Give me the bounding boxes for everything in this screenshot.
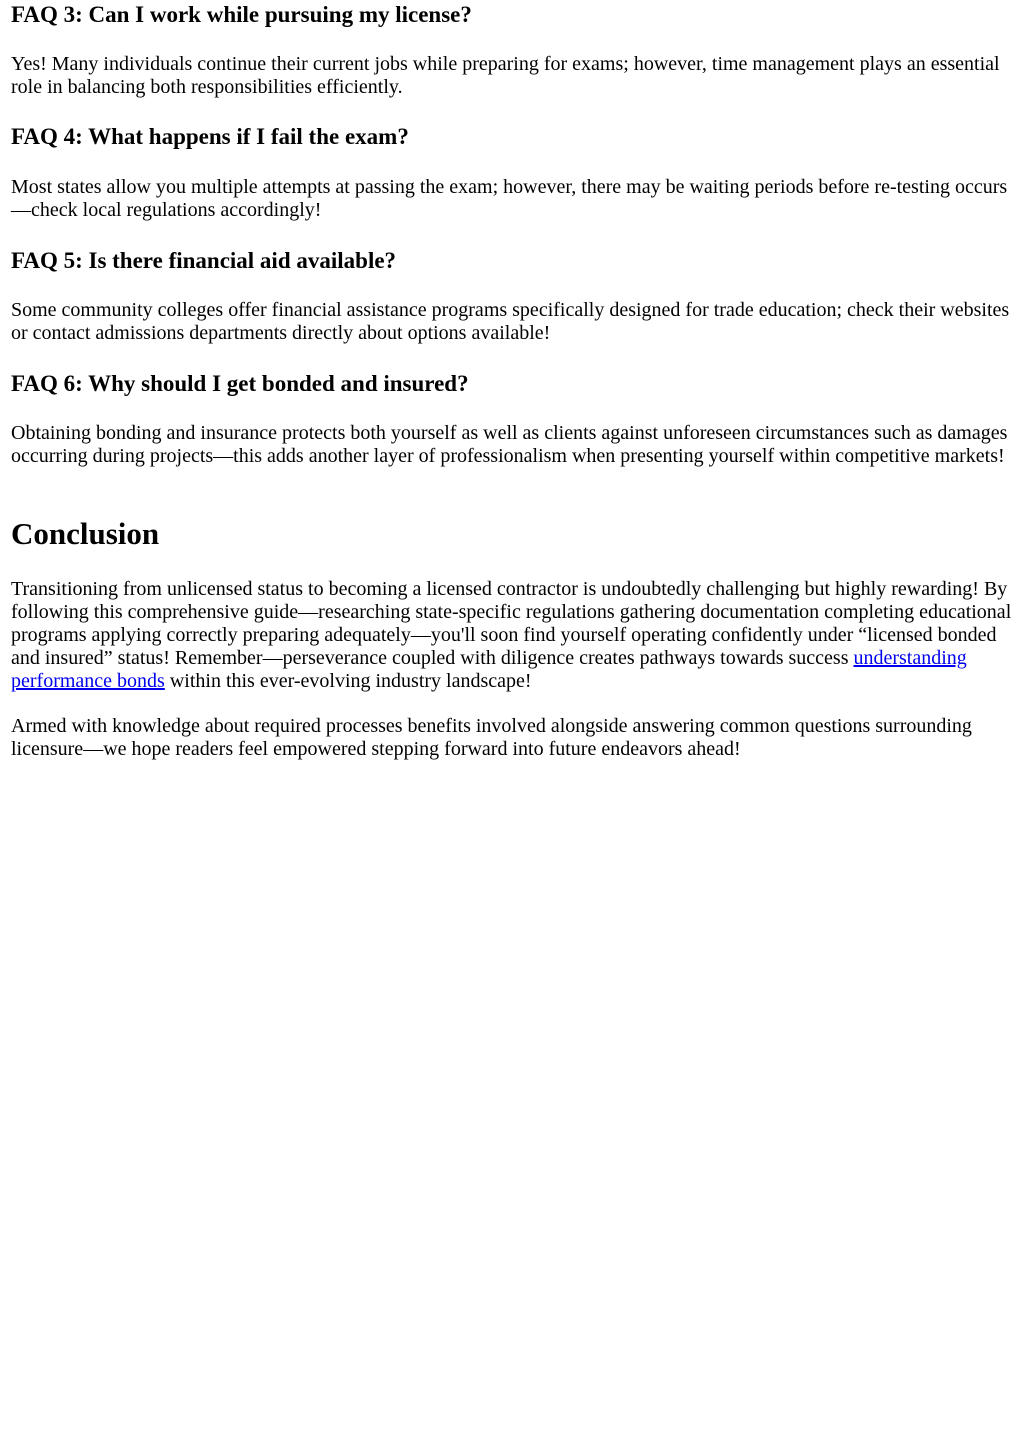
faq-answer-paragraph: Obtaining bonding and insurance protects both yourself as well as clients against unforeseen circumstances such as damages occurring during projects—this adds another layer of professionalism when presenting yourself within competitive markets! [11,422,1008,467]
closing-paragraph: Armed with knowledge about required processes benefits involved alongside answering common questions surrounding licensure—we hope readers feel empowered stepping forward into future endeavors ahead! [11,715,972,760]
performance-bonds-link[interactable]: understanding performance bonds [11,647,967,692]
faq-question-heading: FAQ 6: Why should I get bonded and insured? [11,371,469,396]
conclusion-text-after-link: within this ever-evolving industry landscape! [164,670,532,692]
conclusion-paragraph [11,578,1015,693]
conclusion-text-before-link: Transitioning from unlicensed status to becoming a licensed contractor is undoubtedly challenging but highly rewarding! By following this comprehensive guide—researching state-specific regulations gathering documentation completing educational programs applying correctly preparing adequately—you'll soon find yourself operating confidently under “licensed bonded and insured” status! Remember—perseverance coupled with diligence creates pathways towards success [11,578,1012,669]
faq-question-heading: FAQ 4: What happens if I fail the exam? [11,124,409,149]
faq-question-heading: FAQ 5: Is there financial aid available? [11,248,397,273]
faq-answer-paragraph: Yes! Many individuals continue their current jobs while preparing for exams; however, time management plays an essential role in balancing both responsibilities efficiently. [11,53,1000,98]
faq-answer-paragraph: Most states allow you multiple attempts at passing the exam; however, there may be waiting periods before re-testing occurs—check local regulations accordingly! [11,176,1008,221]
conclusion-heading: Conclusion [11,516,160,551]
faq-answer-paragraph: Some community colleges offer financial assistance programs specifically designed for trade education; check their websites or contact admissions departments directly about options available! [11,299,1010,344]
faq-question-heading: FAQ 3: Can I work while pursuing my license? [11,2,472,27]
